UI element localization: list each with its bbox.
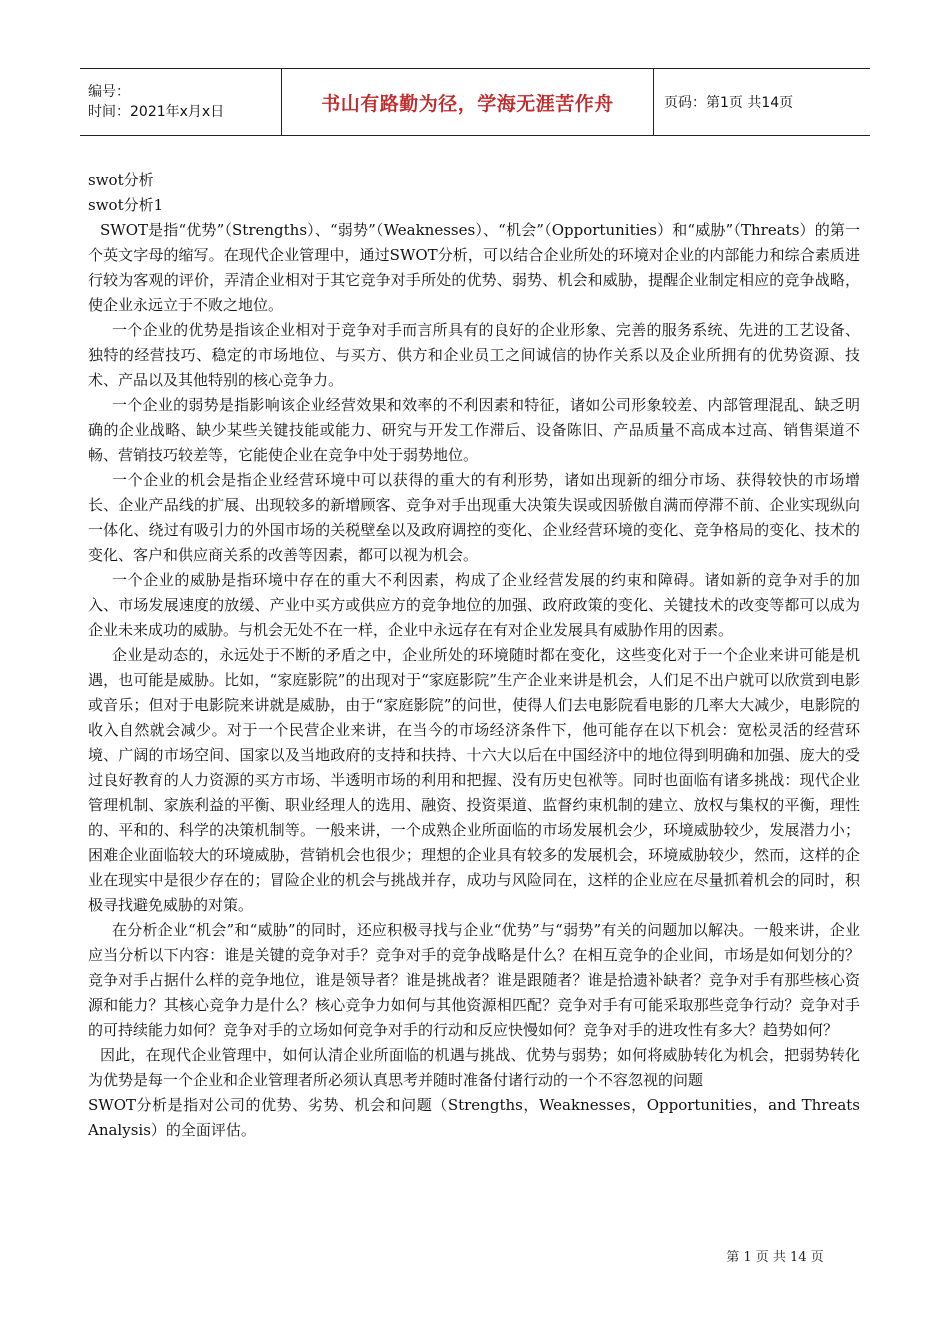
document-title: swot分析	[88, 171, 154, 189]
header-meta-cell	[80, 69, 282, 135]
document-number-label: 编号：	[88, 84, 130, 100]
header-motto: 书山有路勤为径，学海无涯苦作舟	[321, 92, 614, 115]
paragraph-competitor-analysis: 在分析企业“机会”和“威胁”的同时，还应积极寻找与企业“优势”与“弱势”有关的问题加以解决。一般来讲，企业应当分析以下内容：谁是关键的竞争对手？竞争对手的竞争战略是什么？在相互竞争的企业间，市场是如何划分的？竞争对手占据什么样的竞争地位，谁是领导者？谁是挑战者？谁是跟随者？谁是拾遗补缺者？竞争对手有那些核心资源和能力？其核心竞争力是什么？核心竞争力如何与其他资源相匹配？竞争对手有可能采取那些竞争行动？竞争对手的可持续能力如何？竞争对手的立场如何竞争对手的行动和反应快慢如何？竞争对手的进攻性有多大？趋势如何？	[88, 921, 860, 1039]
paragraph-swot-summary: SWOT分析是指对公司的优势、劣势、机会和问题（Strengths，Weaknesses，Opportunities，and Threats Analysis）的全面评估。	[88, 1096, 860, 1139]
header-page-cell	[654, 69, 870, 135]
paragraph-opportunities: 一个企业的机会是指企业经营环境中可以获得的重大的有利形势，诸如出现新的细分市场、获得较快的市场增长、企业产品线的扩展、出现较多的新增顾客、竞争对手出现重大决策失误或因骄傲自满而停滞不前、企业实现纵向一体化、绕过有吸引力的外国市场的关税壁垒以及政府调控的变化、企业经营环境的变化、竞争格局的变化、技术的变化、客户和供应商关系的改善等因素，都可以视为机会。	[88, 471, 860, 564]
paragraph-swot-definition: SWOT是指“优势”（Strengths）、“弱势”（Weaknesses）、“机会”（Opportunities）和“威胁”（Threats）的第一个英文字母的缩写。在现代企业管理中，通过SWOT分析，可以结合企业所处的环境对企业的内部能力和综合素质进行较为客观的评价，弄清企业相对于其它竞争对手所处的优势、弱势、机会和威胁，提醒企业制定相应的竞争战略，使企业永远立于不败之地位。	[88, 221, 860, 314]
document-time-label: 时间：2021年x月x日	[88, 104, 225, 120]
paragraph-threats: 一个企业的威胁是指环境中存在的重大不利因素，构成了企业经营发展的约束和障碍。诸如新的竞争对手的加入、市场发展速度的放缓、产业中买方或供应方的竞争地位的加强、政府政策的变化、关键技术的改变等都可以成为企业未来成功的威胁。与机会无处不在一样，企业中永远存在有对企业发展具有威胁作用的因素。	[88, 571, 860, 639]
header-page-info: 页码：第1页 共14页	[664, 95, 794, 111]
paragraph-conclusion: 因此，在现代企业管理中，如何认清企业所面临的机遇与挑战、优势与弱势；如何将威胁转化为机会，把弱势转化为优势是每一个企业和企业管理者所必须认真思考并随时准备付诸行动的一个不容忽视的问题	[88, 1046, 860, 1089]
paragraph-strengths: 一个企业的优势是指该企业相对于竞争对手而言所具有的良好的企业形象、完善的服务系统、先进的工艺设备、独特的经营技巧、稳定的市场地位、与买方、供方和企业员工之间诚信的协作关系以及企业所拥有的优势资源、技术、产品以及其他特别的核心竞争力。	[88, 321, 860, 389]
header-motto-cell	[282, 69, 654, 135]
paragraph-weaknesses: 一个企业的弱势是指影响该企业经营效果和效率的不利因素和特征，诸如公司形象较差、内部管理混乱、缺乏明确的企业战略、缺少某些关键技能或能力、研究与开发工作滞后、设备陈旧、产品质量不高成本过高、销售渠道不畅、营销技巧较差等，它能使企业在竞争中处于弱势地位。	[88, 396, 860, 464]
paragraph-dynamic-enterprise: 企业是动态的，永远处于不断的矛盾之中，企业所处的环境随时都在变化，这些变化对于一个企业来讲可能是机遇，也可能是威胁。比如，“家庭影院”的出现对于“家庭影院”生产企业来讲是机会，人们足不出户就可以欣赏到电影或音乐；但对于电影院来讲就是威胁，由于“家庭影院”的问世，使得人们去电影院看电影的几率大大减少，电影院的收入自然就会减少。对于一个民营企业来讲，在当今的市场经济条件下，他可能存在以下机会：宽松灵活的经营环境、广阔的市场空间、国家以及当地政府的支持和扶持、十六大以后在中国经济中的地位得到明确和加强、庞大的受过良好教育的人力资源的买方市场、半透明市场的利用和把握、没有历史包袱等。同时也面临有诸多挑战：现代企业管理机制、家族利益的平衡、职业经理人的选用、融资、投资渠道、监督约束机制的建立、放权与集权的平衡，理性的、平和的、科学的决策机制等。一般来讲，一个成熟企业所面临的市场发展机会少，环境威胁较少，发展潜力小；困难企业面临较大的环境威胁，营销机会也很少；理想的企业具有较多的发展机会，环境威胁较少，然而，这样的企业在现实中是很少存在的；冒险企业的机会与挑战并存，成功与风险同在，这样的企业应在尽量抓着机会的同时，积极寻找避免威胁的对策。	[88, 646, 860, 914]
footer	[0, 1246, 880, 1265]
footer-page-number: 第 1 页 共 14 页	[726, 1250, 824, 1265]
document-subtitle: swot分析1	[88, 196, 164, 214]
header-table	[80, 68, 870, 136]
document-body	[88, 168, 860, 1143]
